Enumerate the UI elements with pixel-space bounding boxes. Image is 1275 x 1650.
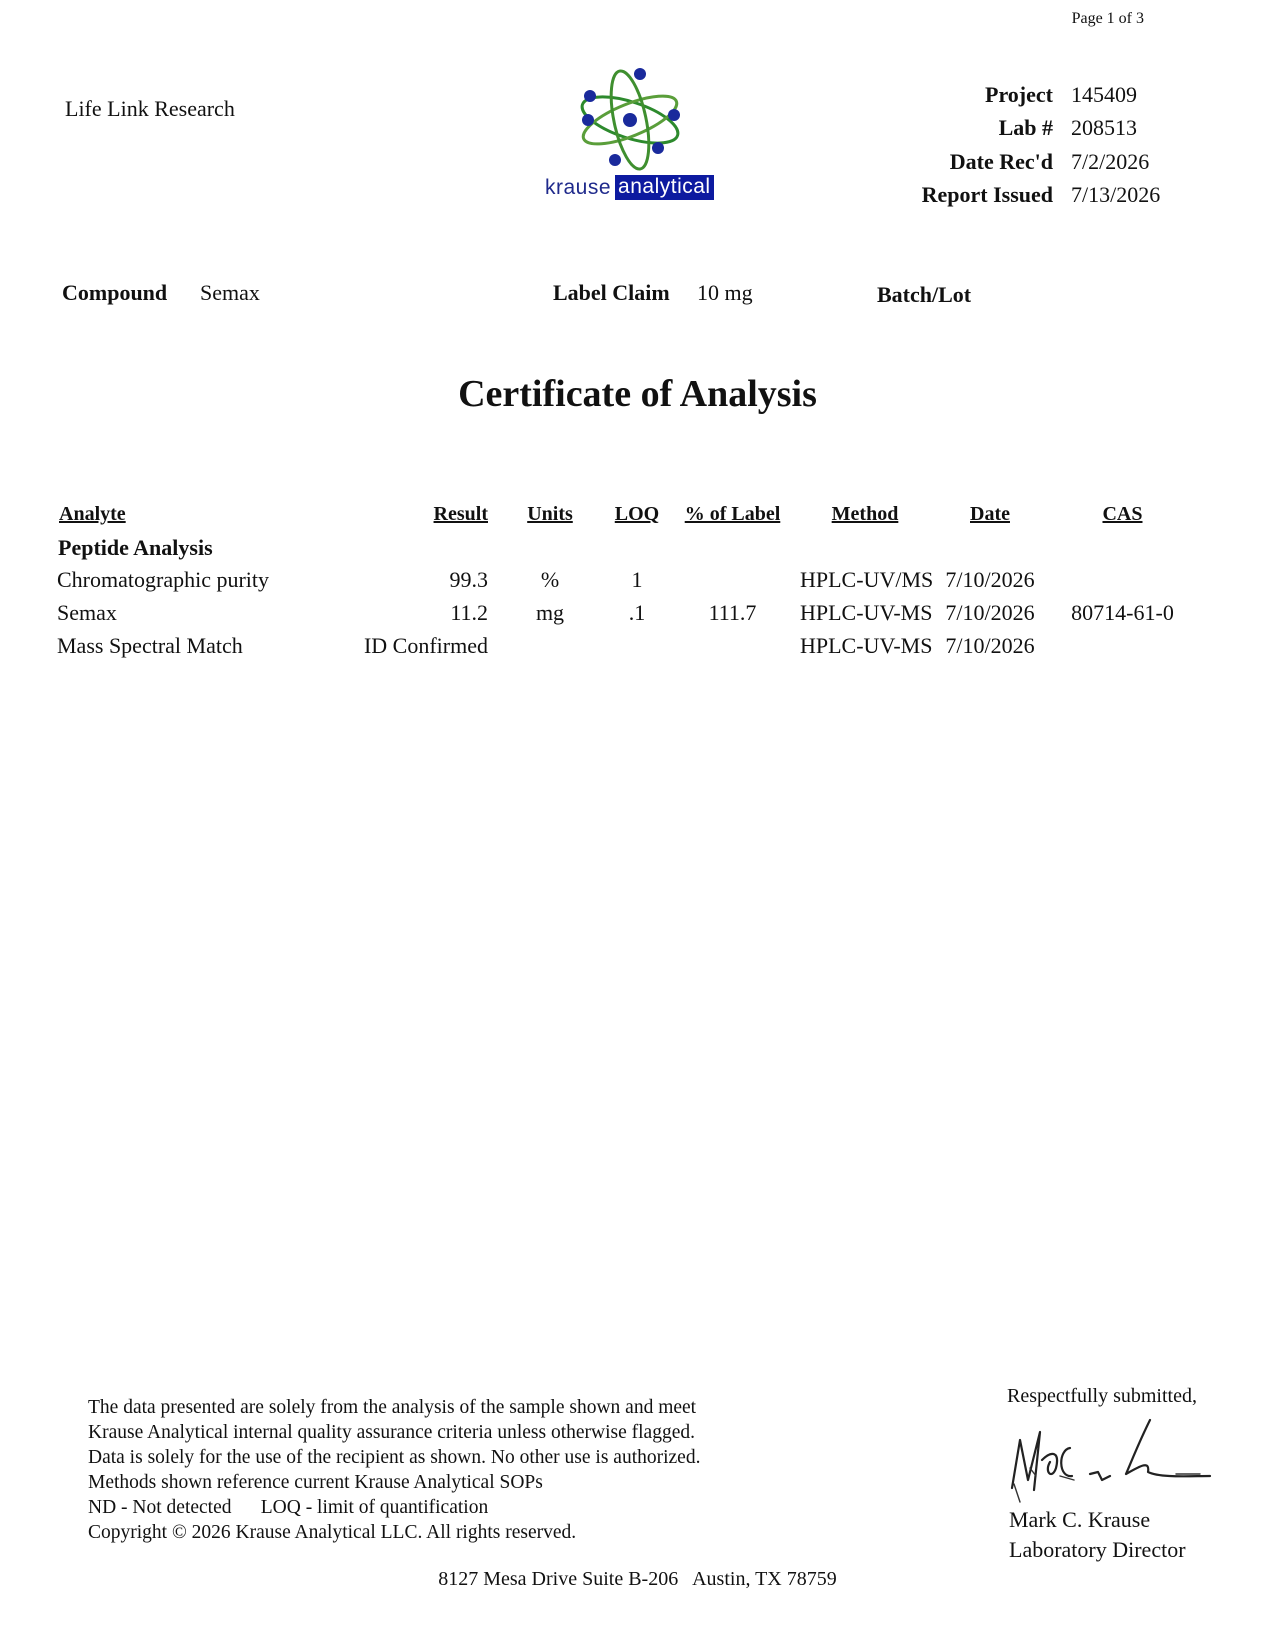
lab-value: 208513 bbox=[1071, 115, 1137, 141]
row2-pct-label: 111.7 bbox=[708, 600, 757, 625]
lab-label: Lab # bbox=[998, 115, 1053, 141]
logo-word-krause: krause bbox=[545, 175, 612, 199]
meta-row-received bbox=[880, 145, 1160, 179]
document-title: Certificate of Analysis bbox=[458, 373, 817, 415]
handwritten-signature bbox=[1000, 1410, 1220, 1505]
disclaimer-line: Krause Analytical internal quality assurance criteria unless otherwise flagged. bbox=[88, 1422, 695, 1443]
row3-analyte: Mass Spectral Match bbox=[57, 633, 243, 658]
row1-result: 99.3 bbox=[449, 567, 488, 592]
row1-date: 7/10/2026 bbox=[945, 567, 1035, 592]
col-header-pct-label: % of Label bbox=[684, 503, 781, 525]
col-header-cas: CAS bbox=[1102, 503, 1143, 525]
logo-word-analytical: analytical bbox=[615, 175, 714, 200]
meta-row-lab bbox=[880, 112, 1160, 146]
meta-row-issued bbox=[880, 179, 1160, 213]
issued-value: 7/13/2026 bbox=[1071, 182, 1161, 208]
disclaimer-line: Data is solely for the use of the recipient as shown. No other use is authorized. bbox=[88, 1447, 701, 1468]
row2-cas: 80714-61-0 bbox=[1071, 600, 1174, 625]
compound-label: Compound bbox=[62, 280, 168, 305]
signer-name: Mark C. Krause bbox=[1009, 1507, 1151, 1532]
disclaimer-line: Methods shown reference current Krause Analytical SOPs bbox=[88, 1472, 543, 1493]
signer-block bbox=[1009, 1505, 1186, 1565]
col-header-analyte: Analyte bbox=[59, 503, 126, 525]
col-header-date: Date bbox=[970, 503, 1010, 525]
row3-result: ID Confirmed bbox=[363, 633, 488, 658]
project-value: 145409 bbox=[1071, 81, 1137, 107]
compound-value: Semax bbox=[200, 280, 260, 305]
received-value: 7/2/2026 bbox=[1071, 148, 1150, 174]
row1-method: HPLC-UV/MS bbox=[800, 567, 934, 592]
label-claim-label: Label Claim bbox=[553, 280, 670, 305]
row2-units: mg bbox=[535, 600, 565, 625]
row2-analyte: Semax bbox=[57, 600, 117, 625]
submitted-text: Respectfully submitted, bbox=[1007, 1385, 1197, 1407]
signer-role: Laboratory Director bbox=[1009, 1537, 1186, 1562]
received-label: Date Rec'd bbox=[949, 148, 1053, 174]
company-address: 8127 Mesa Drive Suite B-206 Austin, TX 78759 bbox=[438, 1568, 837, 1590]
col-header-loq: LOQ bbox=[614, 503, 660, 525]
row1-units: % bbox=[540, 567, 560, 592]
col-header-method: Method bbox=[831, 503, 899, 525]
section-heading: Peptide Analysis bbox=[58, 535, 213, 560]
disclaimer-line: The data presented are solely from the analysis of the sample shown and meet bbox=[88, 1397, 697, 1418]
company-logo bbox=[540, 68, 725, 208]
row2-date: 7/10/2026 bbox=[945, 600, 1035, 625]
row3-method: HPLC-UV-MS bbox=[800, 633, 933, 658]
project-label: Project bbox=[985, 81, 1053, 107]
row1-loq: 1 bbox=[631, 567, 643, 592]
col-header-units: Units bbox=[527, 503, 573, 525]
row1-analyte: Chromatographic purity bbox=[57, 567, 270, 592]
disclaimer-line: Copyright © 2026 Krause Analytical LLC. All rights reserved. bbox=[88, 1522, 577, 1543]
label-claim-value: 10 mg bbox=[697, 280, 753, 305]
logo-wordmark bbox=[545, 175, 714, 200]
atom-icon bbox=[570, 68, 690, 176]
client-name: Life Link Research bbox=[65, 96, 235, 121]
meta-row-project bbox=[880, 78, 1160, 112]
row3-date: 7/10/2026 bbox=[945, 633, 1035, 658]
disclaimer-line: ND - Not detected LOQ - limit of quantification bbox=[88, 1497, 489, 1518]
report-meta bbox=[880, 78, 1160, 212]
row2-method: HPLC-UV-MS bbox=[800, 600, 933, 625]
row2-loq: .1 bbox=[628, 600, 646, 625]
batch-lot-label: Batch/Lot bbox=[877, 282, 972, 307]
page-indicator: Page 1 of 3 bbox=[1071, 10, 1144, 27]
issued-label: Report Issued bbox=[921, 182, 1053, 208]
disclaimer bbox=[88, 1395, 700, 1545]
row2-result: 11.2 bbox=[450, 600, 488, 625]
col-header-result: Result bbox=[433, 503, 488, 525]
